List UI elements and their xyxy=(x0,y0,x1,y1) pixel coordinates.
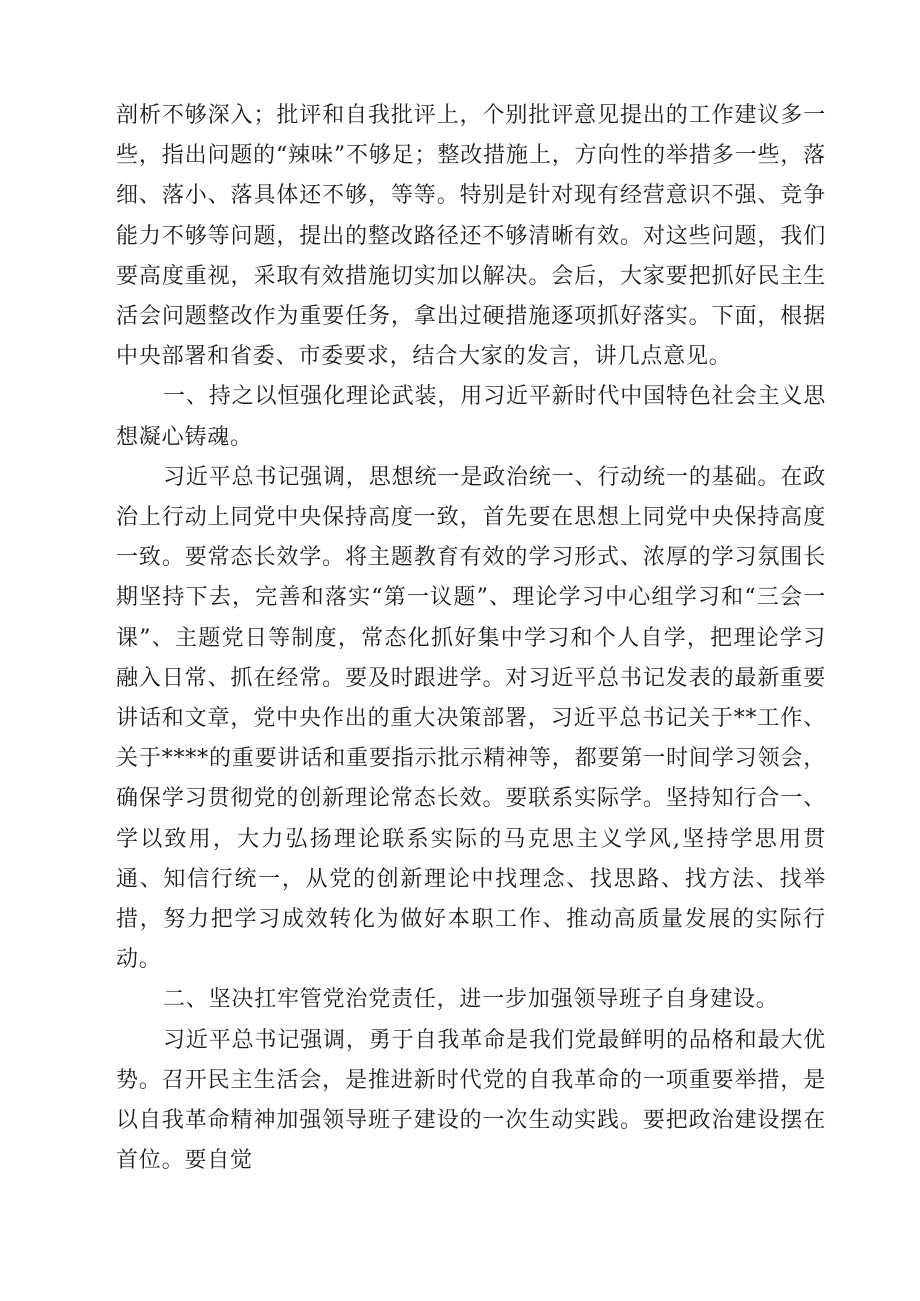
section-heading-one: 一、持之以恒强化理论武装，用习近平新时代中国特色社会主义思想凝心铸魂。 xyxy=(116,384,826,450)
paragraph-self-revolution: 习近平总书记强调，勇于自我革命是我们党最鲜明的品格和最大优势。召开民主生活会，是推进新时代党的自我革命的一项重要举措，是以自我革命精神加强领导班子建设的一次生动实践。要把政治建设摆在首位。要自觉 xyxy=(116,1027,826,1174)
paragraph-continuation: 剖析不够深入；批评和自我批评上，个别批评意见提出的工作建议多一些，指出问题的“辣味”不够足；整改措施上，方向性的举措多一些，落细、落小、落具体还不够，等等。特别是针对现有经营意识不强、竞争能力不够等问题，提出的整改路径还不够清晰有效。对这些问题，我们要高度重视，采取有效措施切实加以解决。会后，大家要把抓好民主生活会问题整改作为重要任务，拿出过硬措施逐项抓好落实。下面，根据中央部署和省委、市委要求，结合大家的发言，讲几点意见。 xyxy=(116,103,826,370)
paragraph-theory-study: 习近平总书记强调，思想统一是政治统一、行动统一的基础。在政治上行动上同党中央保持高度一致，首先要在思想上同党中央保持高度一致。要常态长效学。将主题教育有效的学习形式、浓厚的学习氛围长期坚持下去，完善和落实“第一议题”、理论学习中心组学习和“三会一课”、主题党日等制度，常态化抓好集中学习和个人自学，把理论学习融入日常、抓在经常。要及时跟进学。对习近平总书记发表的最新重要讲话和文章，党中央作出的重大决策部署，习近平总书记关于**工作、关于****的重要讲话和重要指示批示精神等，都要第一时间学习领会，确保学习贯彻党的创新理论常态长效。要联系实际学。坚持知行合一、学以致用，大力弘扬理论联系实际的马克思主义学风,坚持学思用贯通、知信行统一，从党的创新理论中找理念、找思路、找方法、找举措，努力把学习成效转化为做好本职工作、推动高质量发展的实际行动。 xyxy=(116,464,826,973)
document-body xyxy=(116,96,826,1181)
section-heading-two: 二、坚决扛牢管党治党责任，进一步加强领导班子自身建设。 xyxy=(163,987,779,1013)
